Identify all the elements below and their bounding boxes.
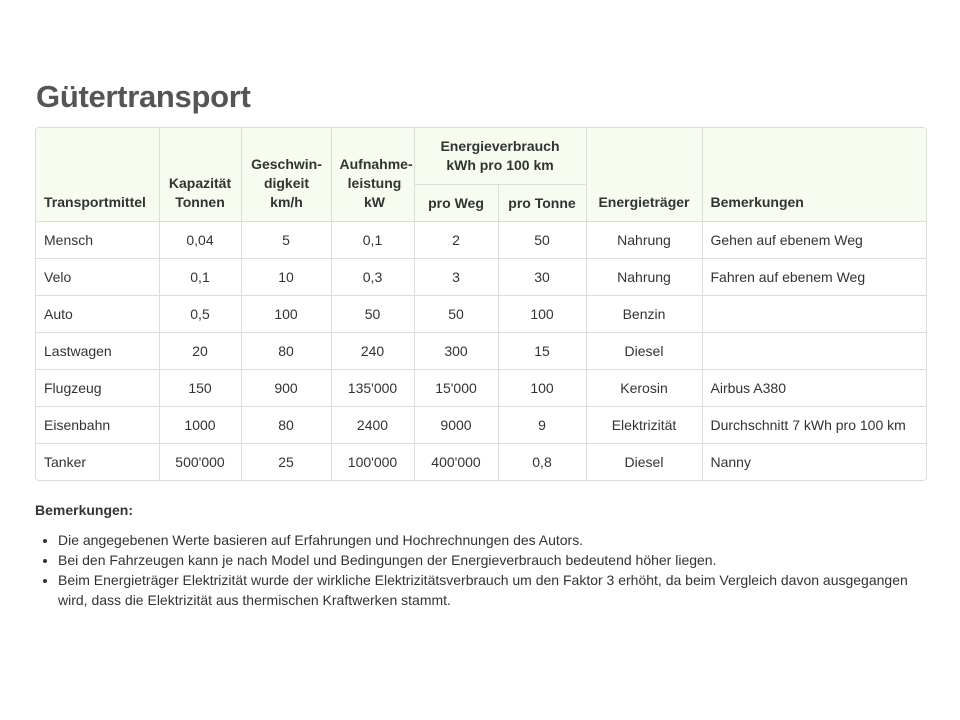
cell-bemerkungen: Nanny	[702, 444, 926, 481]
notes-list	[35, 530, 935, 610]
list-item: • Beim Energieträger Elektrizität wurde der wirkliche Elektrizitätsverbrauch um den Faktor 3 erhöht, da beim Vergleich davon ausgegangen wird, dass die Elektrizität aus thermischen Kraftwerken stammt.	[58, 570, 935, 610]
cell-kapazitaet: 1000	[159, 407, 241, 444]
header-aufnahmeleistung-label: Aufnahme- leistung kW	[339, 156, 413, 210]
header-energieverbrauch-label: Energieverbrauch kWh pro 100 km	[440, 138, 560, 173]
cell-pro-weg: 300	[414, 333, 498, 370]
cell-aufnahmeleistung: 100'000	[331, 444, 414, 481]
cell-transportmittel: Flugzeug	[36, 370, 159, 407]
list-item: • Die angegebenen Werte basieren auf Erfahrungen und Hochrechnungen des Autors.	[58, 530, 935, 550]
cell-kapazitaet: 500'000	[159, 444, 241, 481]
table-row	[36, 370, 926, 407]
cell-geschwindigkeit: 25	[241, 444, 331, 481]
header-geschwindigkeit-label: Geschwin- digkeit km/h	[251, 156, 322, 210]
page-title: Gütertransport	[36, 79, 251, 114]
cell-kapazitaet: 20	[159, 333, 241, 370]
cell-pro-tonne: 0,8	[498, 444, 586, 481]
cell-geschwindigkeit: 80	[241, 407, 331, 444]
cell-pro-weg: 3	[414, 259, 498, 296]
table-row	[36, 444, 926, 481]
cell-bemerkungen: Durchschnitt 7 kWh pro 100 km	[702, 407, 926, 444]
cell-transportmittel: Lastwagen	[36, 333, 159, 370]
cell-transportmittel: Auto	[36, 296, 159, 333]
header-kapazitaet	[159, 128, 241, 222]
cell-aufnahmeleistung: 50	[331, 296, 414, 333]
cell-pro-weg: 400'000	[414, 444, 498, 481]
cell-pro-weg: 15'000	[414, 370, 498, 407]
cell-aufnahmeleistung: 0,3	[331, 259, 414, 296]
cell-geschwindigkeit: 80	[241, 333, 331, 370]
header-pro-weg: pro Weg	[414, 185, 498, 222]
header-aufnahmeleistung	[331, 128, 414, 222]
cell-pro-tonne: 100	[498, 370, 586, 407]
transport-table	[36, 128, 926, 480]
header-geschwindigkeit	[241, 128, 331, 222]
cell-energietraeger: Elektrizität	[586, 407, 702, 444]
cell-geschwindigkeit: 100	[241, 296, 331, 333]
cell-geschwindigkeit: 10	[241, 259, 331, 296]
cell-kapazitaet: 0,1	[159, 259, 241, 296]
cell-pro-tonne: 9	[498, 407, 586, 444]
cell-bemerkungen	[702, 333, 926, 370]
notes-section	[35, 502, 935, 610]
cell-aufnahmeleistung: 240	[331, 333, 414, 370]
cell-kapazitaet: 0,04	[159, 222, 241, 259]
cell-aufnahmeleistung: 135'000	[331, 370, 414, 407]
cell-transportmittel: Tanker	[36, 444, 159, 481]
table-row	[36, 407, 926, 444]
cell-bemerkungen: Fahren auf ebenem Weg	[702, 259, 926, 296]
cell-energietraeger: Diesel	[586, 333, 702, 370]
header-energieverbrauch	[414, 128, 586, 185]
cell-pro-weg: 50	[414, 296, 498, 333]
list-item: • Bei den Fahrzeugen kann je nach Model und Bedingungen der Energieverbrauch bedeutend höher liegen.	[58, 550, 935, 570]
cell-pro-tonne: 30	[498, 259, 586, 296]
cell-energietraeger: Benzin	[586, 296, 702, 333]
header-bemerkungen: Bemerkungen	[702, 128, 926, 222]
cell-aufnahmeleistung: 0,1	[331, 222, 414, 259]
cell-pro-tonne: 100	[498, 296, 586, 333]
table-row	[36, 259, 926, 296]
cell-pro-tonne: 50	[498, 222, 586, 259]
table-row	[36, 333, 926, 370]
transport-table-container	[35, 127, 927, 481]
cell-geschwindigkeit: 5	[241, 222, 331, 259]
cell-geschwindigkeit: 900	[241, 370, 331, 407]
cell-pro-weg: 9000	[414, 407, 498, 444]
cell-energietraeger: Diesel	[586, 444, 702, 481]
cell-kapazitaet: 150	[159, 370, 241, 407]
cell-bemerkungen: Airbus A380	[702, 370, 926, 407]
cell-kapazitaet: 0,5	[159, 296, 241, 333]
header-pro-tonne: pro Tonne	[498, 185, 586, 222]
cell-transportmittel: Velo	[36, 259, 159, 296]
header-transportmittel: Transportmittel	[36, 128, 159, 222]
cell-bemerkungen: Gehen auf ebenem Weg	[702, 222, 926, 259]
cell-energietraeger: Nahrung	[586, 259, 702, 296]
table-row	[36, 296, 926, 333]
table-row	[36, 222, 926, 259]
cell-transportmittel: Eisenbahn	[36, 407, 159, 444]
cell-energietraeger: Kerosin	[586, 370, 702, 407]
cell-pro-tonne: 15	[498, 333, 586, 370]
notes-title: Bemerkungen:	[35, 502, 134, 518]
cell-pro-weg: 2	[414, 222, 498, 259]
header-kapazitaet-label: Kapazität Tonnen	[168, 175, 232, 210]
cell-bemerkungen	[702, 296, 926, 333]
cell-aufnahmeleistung: 2400	[331, 407, 414, 444]
header-energietraeger: Energieträger	[586, 128, 702, 222]
cell-transportmittel: Mensch	[36, 222, 159, 259]
cell-energietraeger: Nahrung	[586, 222, 702, 259]
